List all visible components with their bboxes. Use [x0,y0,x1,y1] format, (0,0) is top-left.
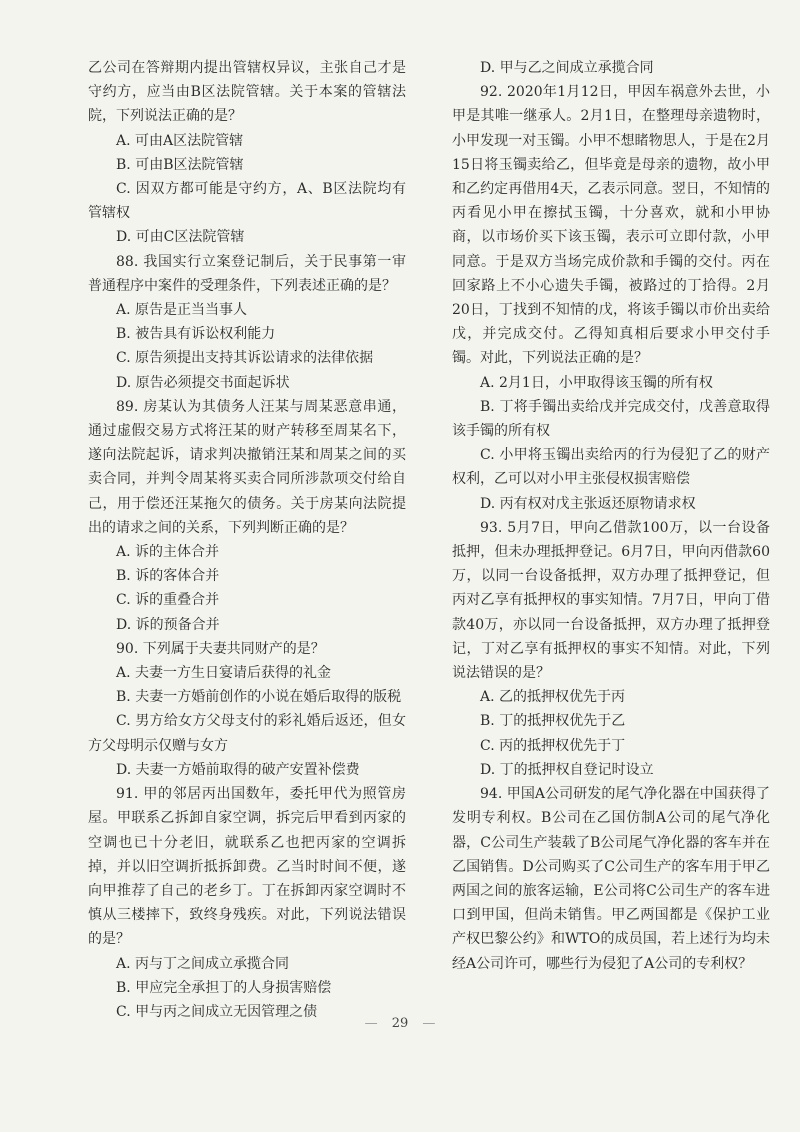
q92-option-a: A. 2月1日，小甲取得该玉镯的所有权 [480,374,713,391]
question-94-stem: 94. 甲国A公司研发的尾气净化器在中国获得了发明专利权。B公司在乙国仿制A公司的尾气净化器，C公司生产装载了B公司尾气净化器的客车并在乙国销售。D公司购买了C公司生产的客车用于甲乙两国之间的旅客运输，E公司将C公司生产的客车进口到甲国，但尚未销售。甲乙两国都是《保护工业产权巴黎公约》和WTO的成员国，若上述行为均未经A公司许可，哪些行为侵犯了A公司的专利权？ [452,786,770,972]
q92-option-c: C. 小甲将玉镯出卖给丙的行为侵犯了乙的财产权利，乙可以对小甲主张侵权损害赔偿 [452,447,770,488]
q92-option-d: D. 丙有权对戊主张返还原物请求权 [480,495,696,512]
q89-option-d: D. 诉的预备合并 [116,616,220,633]
q88-option-d: D. 原告必须提交书面起诉状 [116,374,290,391]
question-88-stem: 88. 我国实行立案登记制后，关于民事第一审普通程序中案件的受理条件，下列表述正确的是？ [88,253,406,294]
q91-option-d: D. 甲与乙之间成立承揽合同 [480,60,654,76]
q89-option-a: A. 诉的主体合并 [116,544,220,561]
question-89-stem: 89. 房某认为其债务人汪某与周某恶意串通，通过虚假交易方式将汪某的财产转移至周某名下，遂向法院起诉，请求判决撤销汪某和周某之间的买卖合同，并判令周某将买卖合同所涉款项交付给自己，用于偿还汪某拖欠的债务。关于房某向法院提出的请求之间的关系，下列判断正确的是？ [88,398,406,536]
q90-option-a: A. 夫妻一方生日宴请后获得的礼金 [116,665,332,682]
q89-option-c: C. 诉的重叠合并 [116,592,220,609]
page-footer [0,1016,800,1031]
q87-option-d: D. 可由C区法院管辖 [116,229,245,246]
q91-option-b: B. 甲应完全承担丁的人身损害赔偿 [116,979,332,996]
q90-option-d: D. 夫妻一方婚前取得的破产安置补偿费 [116,761,360,778]
question-93-stem: 93. 5月7日，甲向乙借款100万，以一台设备抵押，但未办理抵押登记。6月7日，甲向丙借款60万，以同一台设备抵押，双方办理了抵押登记，但丙对乙享有抵押权的事实知情。7月7日，甲向丁借款40万，亦以同一台设备抵押，双方办理了抵押登记，丁对乙享有抵押权的事实不知情。对此，下列说法错误的是？ [452,519,770,682]
page-number: 29 [391,1016,409,1031]
q92-option-b: B. 丁将手镯出卖给戊并完成交付，戊善意取得该手镯的所有权 [452,398,770,440]
q93-option-c: C. 丙的抵押权优先于丁 [480,737,626,754]
q93-option-a: A. 乙的抵押权优先于丙 [480,689,626,706]
q90-option-b: B. 夫妻一方婚前创作的小说在婚后取得的版税 [116,689,402,706]
question-91-stem: 91. 甲的邻居丙出国数年，委托甲代为照管房屋。甲联系乙拆卸自家空调，拆完后甲看到丙家的空调也已十分老旧，就联系乙也把丙家的空调拆掉，并以旧空调折抵拆卸费。乙当时时间不便，遂向甲推荐了自己的老乡丁。丁在拆卸丙家空调时不慎从三楼摔下，致终身残疾。对此，下列说法错误的是？ [88,786,406,948]
q88-option-b: B. 被告具有诉讼权利能力 [116,326,276,343]
q88-option-a: A. 原告是正当当事人 [116,302,248,319]
question-92-stem: 92. 2020年1月12日，甲因车祸意外去世，小甲是其唯一继承人。2月1日，在整理母亲遗物时，小甲发现一对玉镯。小甲不想睹物思人，于是在2月15日将玉镯卖给乙，但毕竟是母亲的遗物，故小甲和乙约定再借用4天，乙表示同意。翌日，不知情的丙看见小甲在擦拭玉镯，十分喜欢，就和小甲协商，以市场价买下该玉镯，表示可立即付款，小甲同意。于是双方当场完成价款和手镯的交付。丙在回家路上不小心遗失手镯，被路过的丁拾得。2月20日，丁找到不知情的戊，将该手镯以市价出卖给戊，并完成交付。乙得知真相后要求小甲交付手镯。对此，下列说法正确的是？ [452,84,770,367]
left-column [88,56,406,1024]
right-column [452,56,770,976]
q88-option-c: C. 原告须提出支持其诉讼请求的法律依据 [116,350,374,367]
q91-option-a: A. 丙与丁之间成立承揽合同 [116,955,290,972]
q93-option-b: B. 丁的抵押权优先于乙 [480,713,626,730]
question-90-stem: 90. 下列属于夫妻共同财产的是？ [116,640,325,657]
q91-option-c: C. 甲与丙之间成立无因管理之债 [116,1003,318,1020]
footer-dash-left: — [364,1016,378,1031]
q90-option-c: C. 男方给女方父母支付的彩礼婚后返还，但女方父母明示仅赠与女方 [88,713,406,754]
footer-dash-right: — [422,1016,436,1031]
q87-option-b: B. 可由B区法院管辖 [116,156,244,173]
q87-option-c: C. 因双方都可能是守约方，A、B区法院均有管辖权 [88,181,406,222]
question-87-tail: 乙公司在答辩期内提出管辖权异议，主张自己才是守约方，应当由B区法院管辖。关于本案的管辖法院，下列说法正确的是？ [88,60,406,125]
q89-option-b: B. 诉的客体合并 [116,568,220,585]
q93-option-d: D. 丁的抵押权自登记时设立 [480,761,654,778]
q87-option-a: A. 可由A区法院管辖 [116,132,244,149]
